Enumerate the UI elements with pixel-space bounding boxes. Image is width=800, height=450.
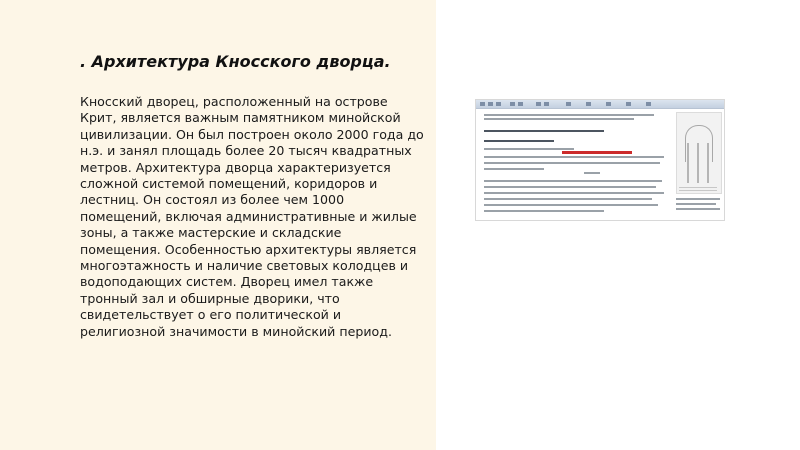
document-page xyxy=(484,112,672,220)
document-screenshot-image xyxy=(475,99,725,221)
slide-body-text: Кносский дворец, расположенный на острове Крит, является важным памятником минойской цивилизации. Он был построен около 2000 года до н.э. и занял площадь более 20 тысяч квадратных метров. Архитектура дворца характеризуется сложной системой помещений, коридоров и лестниц. Он состоял из более чем 1000 помещений, включая административные и жилые зоны, а также мастерские и складские помещения. Особенностью архитектуры является многоэтажность и наличие световых колодцев и водоподающих систем. Дворец имел также тронный зал и обширные дворики, что свидетельствует о его политической и религиозной значимости в минойский период. xyxy=(80,94,424,339)
document-toolbar xyxy=(476,100,724,109)
slide-title: . Архитектура Кносского дворца. xyxy=(80,52,391,71)
document-figure-image xyxy=(676,112,722,194)
